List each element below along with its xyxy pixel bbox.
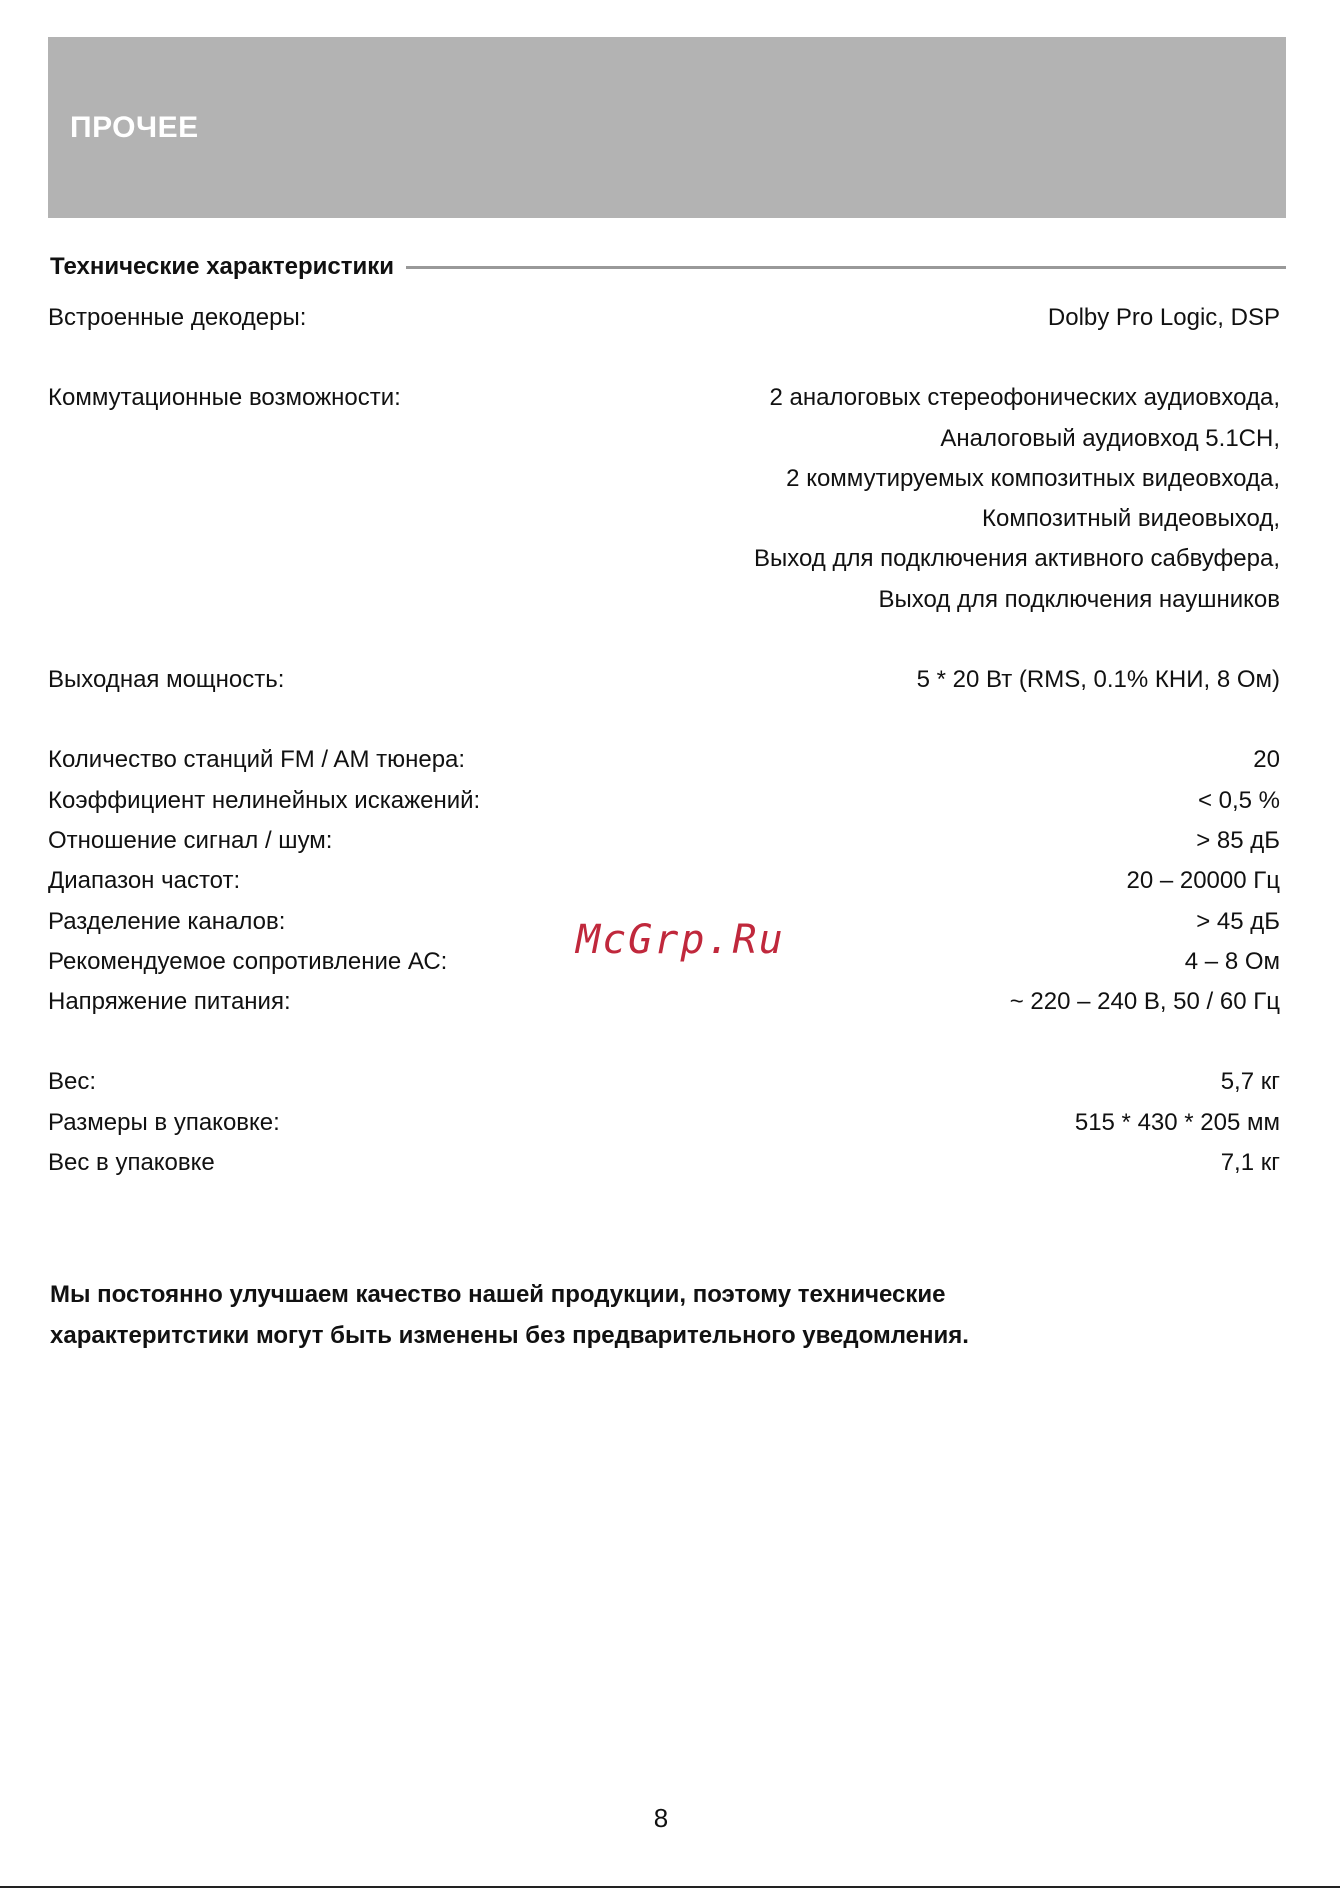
spec-value-line: > 85 дБ [1196, 826, 1280, 854]
section-divider [406, 266, 1286, 269]
header-title: ПРОЧЕЕ [70, 111, 199, 144]
spec-value-line: 2 коммутируемых композитных видеовхода, [786, 464, 1280, 492]
watermark: McGrp.Ru [576, 917, 785, 963]
spec-label: Диапазон частот: [48, 867, 241, 895]
spec-table [48, 298, 1280, 1223]
spec-label: Разделение каналов: [48, 907, 286, 935]
spec-value [1198, 781, 1280, 821]
spec-value [917, 660, 1280, 700]
spec-label: Размеры в упаковке: [48, 1108, 280, 1136]
spec-value-line: 515 * 430 * 205 мм [1074, 1108, 1280, 1136]
spec-group [48, 660, 1280, 700]
notice-line: Мы постоянно улучшаем качество нашей продукции, поэтому технические [50, 1281, 946, 1308]
spec-row [48, 378, 1280, 620]
spec-label: Вес в упаковке [48, 1149, 215, 1177]
spec-value-line: Выход для подключения активного сабвуфера, [753, 545, 1280, 573]
spec-value-line: < 0,5 % [1197, 786, 1280, 814]
spec-value-line: Dolby Pro Logic, DSP [1047, 304, 1280, 331]
spec-value [1196, 821, 1280, 861]
spec-value-line: Композитный видеовыход, [982, 505, 1280, 533]
spec-value [1010, 982, 1280, 1022]
spec-value-line: 5,7 кг [1220, 1068, 1280, 1096]
spec-label: Вес: [48, 1068, 97, 1096]
spec-value [754, 378, 1280, 620]
spec-label: Коэффициент нелинейных искажений: [48, 786, 481, 814]
spec-value-line: 4 – 8 Ом [1184, 947, 1280, 975]
spec-value [1048, 298, 1280, 338]
spec-row [48, 298, 1280, 338]
notice-text [50, 1275, 1230, 1356]
spec-value [1221, 1143, 1280, 1183]
spec-row [48, 821, 1280, 861]
header-banner [48, 37, 1286, 218]
spec-value [1253, 740, 1280, 780]
spec-label: Коммутационные возможности: [48, 384, 401, 412]
spec-value-line: 2 аналоговых стереофонических аудиовхода, [769, 384, 1280, 412]
spec-row [48, 982, 1280, 1022]
spec-group [48, 378, 1280, 620]
spec-label: Количество станций FM / AM тюнера: [48, 746, 466, 774]
spec-value [1185, 942, 1280, 982]
spec-row [48, 740, 1280, 780]
spec-value-line: Выход для подключения наушников [878, 585, 1280, 613]
spec-group [48, 740, 1280, 1022]
spec-row [48, 781, 1280, 821]
spec-value [1196, 902, 1280, 942]
spec-value-line: ~ 220 – 240 В, 50 / 60 Гц [1009, 988, 1280, 1016]
spec-value-line: Аналоговый аудиовход 5.1CH, [940, 424, 1280, 452]
spec-label: Выходная мощность: [48, 666, 285, 694]
spec-label: Встроенные декодеры: [48, 304, 307, 331]
spec-group [48, 1062, 1280, 1183]
page-number: 8 [653, 1803, 669, 1833]
section-heading [50, 250, 1286, 284]
spec-value-line: > 45 дБ [1196, 907, 1280, 935]
spec-value [1221, 1062, 1280, 1102]
spec-label: Рекомендуемое сопротивление АС: [48, 947, 448, 975]
spec-value [1126, 861, 1280, 901]
spec-value-line: 5 * 20 Вт (RMS, 0.1% КНИ, 8 Ом) [916, 666, 1280, 694]
spec-label: Напряжение питания: [48, 988, 291, 1016]
section-title: Технические характеристики [50, 253, 395, 280]
spec-value [1075, 1103, 1280, 1143]
spec-group [48, 298, 1280, 338]
spec-row [48, 1062, 1280, 1102]
spec-value-line: 20 – 20000 Гц [1126, 867, 1280, 895]
spec-row [48, 861, 1280, 901]
spec-value-line: 7,1 кг [1220, 1149, 1280, 1177]
spec-row [48, 1103, 1280, 1143]
spec-row [48, 660, 1280, 700]
spec-row [48, 1143, 1280, 1183]
notice-line: характеритстики могут быть изменены без предварительного уведомления. [50, 1321, 969, 1349]
spec-value-line: 20 [1253, 746, 1280, 774]
spec-label: Отношение сигнал / шум: [48, 826, 333, 854]
